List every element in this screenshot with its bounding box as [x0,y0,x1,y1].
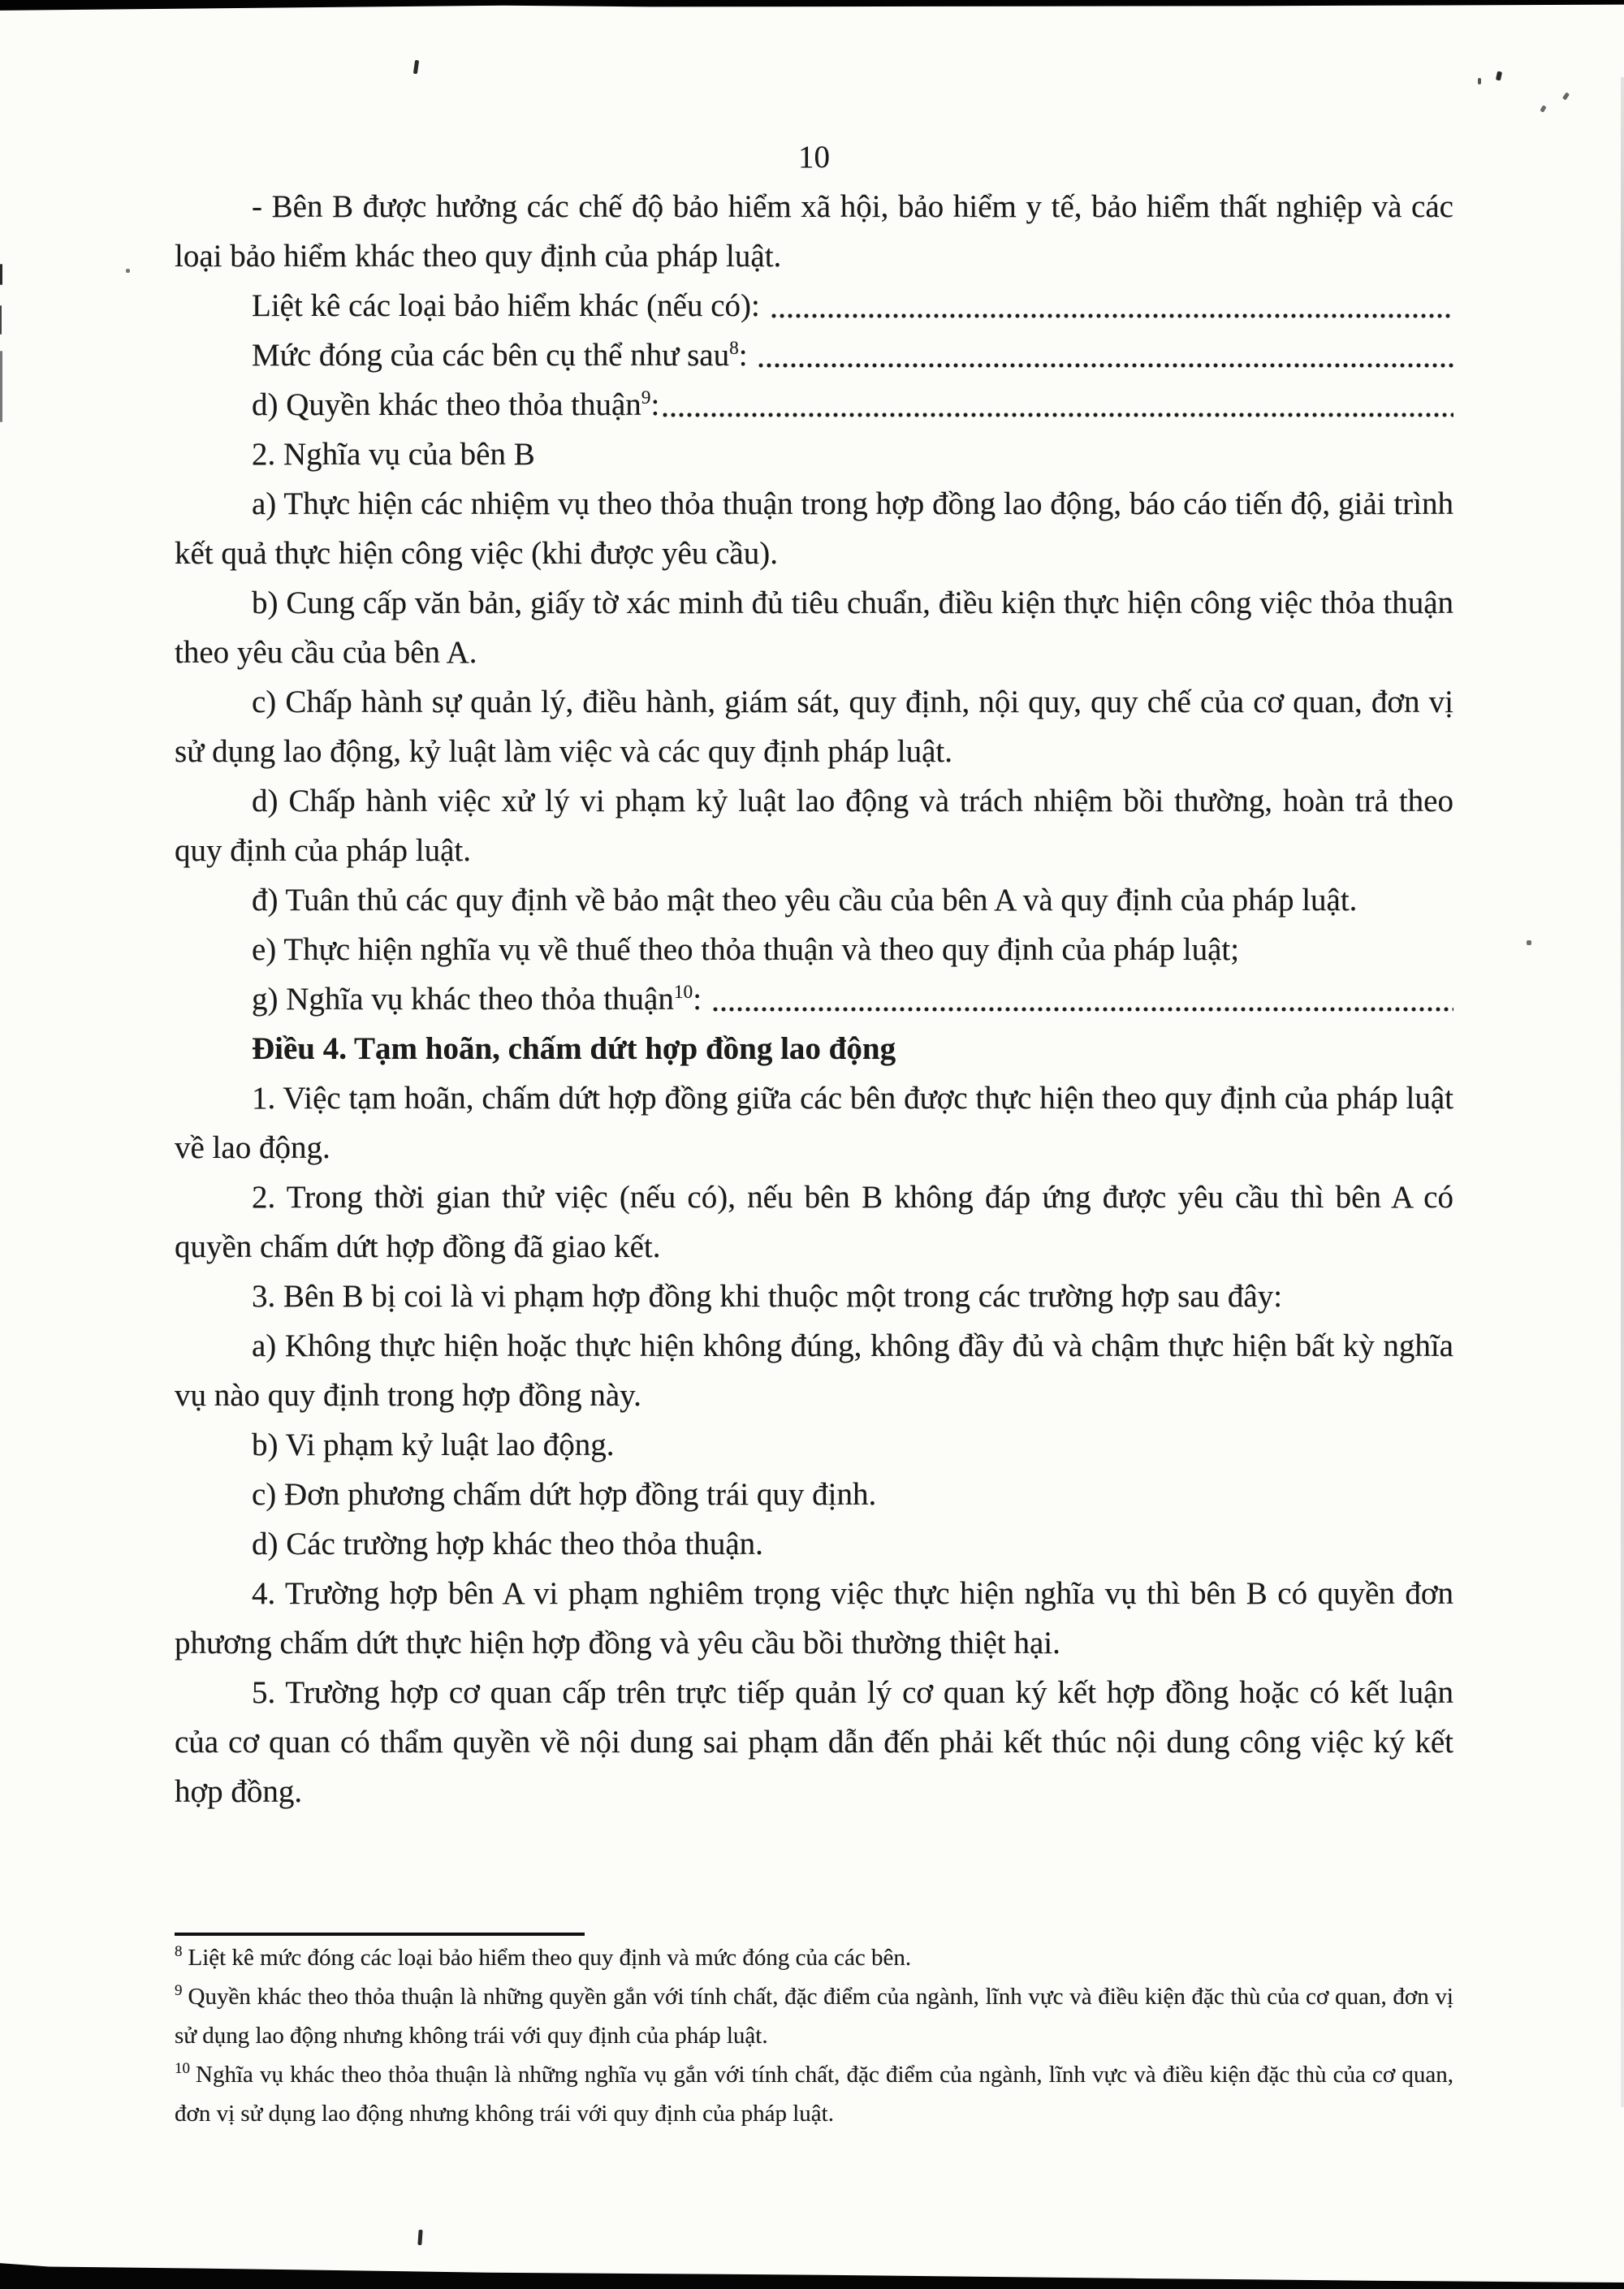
footnote-ref: 9 [641,387,651,408]
paragraph [175,776,1453,875]
dotted-leader [711,1004,1453,1015]
paragraph [175,430,1453,479]
paragraph [175,1519,1453,1569]
paragraph [175,182,1453,281]
paragraph-text: Mức đóng của các bên cụ thể như sau$^8$: [252,338,756,373]
paragraph-text: 3. Bên B bị coi là vi phạm hợp đồng khi thuộc một trong các trường hợp sau đây: [252,1279,1283,1314]
footnote-ref: 8 [729,338,739,359]
paragraph [175,330,1453,380]
paragraph [175,974,1453,1024]
footnote-section [175,1938,1453,2133]
scan-speck [1478,78,1481,84]
paragraph [175,578,1453,677]
paragraph-text: e) Thực hiện nghĩa vụ về thuế theo thỏa thuận và theo quy định của pháp luật; [252,932,1240,967]
paragraph-text: c) Chấp hành sự quản lý, điều hành, giám sát, quy định, nội quy, quy chế của cơ quan, đơn vị sử dụng lao động, kỷ luật làm việc và các quy định pháp luật. [175,685,1453,769]
paragraph [175,677,1453,776]
footnote-number: 10 [175,2060,190,2078]
paragraph-text: c) Đơn phương chấm dứt hợp đồng trái quy định. [252,1477,877,1512]
paragraph [175,1321,1453,1420]
article-heading [175,1024,1453,1073]
scan-speck [126,269,130,273]
footnote-number: 9 [175,1982,183,2000]
paragraph [175,1272,1453,1321]
footnote-number: 8 [175,1943,183,1961]
paragraph [175,875,1453,925]
paragraph [175,1668,1453,1816]
paragraph [175,1420,1453,1470]
paragraph [175,925,1453,974]
dotted-leader [770,310,1453,322]
footnote: $^9$ Quyền khác theo thỏa thuận là những quyền gắn với tính chất, đặc điểm của ngành, lĩnh vực và điều kiện đặc thù của cơ quan, đơn vị sử dụng lao động nhưng không trái với quy định của pháp luật. [175,1982,1453,2049]
paragraph-text: d) Chấp hành việc xử lý vi phạm kỷ luật lao động và trách nhiệm bồi thường, hoàn trả theo quy định của pháp luật. [175,784,1453,868]
paragraph-text: Liệt kê các loại bảo hiểm khác (nếu có): [252,288,768,323]
paragraph-text: g) Nghĩa vụ khác theo thỏa thuận$^{10}$: [252,982,710,1017]
paragraph-text: - Bên B được hưởng các chế độ bảo hiểm xã hội, bảo hiểm y tế, bảo hiểm thất nghiệp và các loại bảo hiểm khác theo quy định của pháp luật. [175,189,1453,274]
paragraph [175,479,1453,578]
paragraph-text: 2. Nghĩa vụ của bên B [252,437,535,472]
paragraph-text: 2. Trong thời gian thử việc (nếu có), nếu bên B không đáp ứng được yêu cầu thì bên A có quyền chấm dứt hợp đồng đã giao kết. [175,1180,1453,1264]
scan-speck [417,2230,422,2245]
scan-speck [1527,940,1531,945]
paragraph-text: d) Quyền khác theo thỏa thuận$^9$: [252,387,660,422]
scan-edge-right [1621,77,1624,2107]
paragraph [175,1470,1453,1519]
paragraph [175,380,1453,430]
footnote: $^{10}$ Nghĩa vụ khác theo thỏa thuận là những nghĩa vụ gắn với tính chất, đặc điểm của ngành, lĩnh vực và điều kiện đặc thù của cơ quan, đơn vị sử dụng lao động nhưng không trái với quy định của pháp luật. [175,2060,1453,2127]
paragraph [175,1173,1453,1272]
paragraph-text: đ) Tuân thủ các quy định về bảo mật theo yêu cầu của bên A và quy định của pháp luật. [252,883,1358,918]
paragraph-text: a) Không thực hiện hoặc thực hiện không đúng, không đầy đủ và chậm thực hiện bất kỳ nghĩa vụ nào quy định trong hợp đồng này. [175,1328,1453,1413]
scan-speck [0,351,2,422]
footnote: $^8$ Liệt kê mức đóng các loại bảo hiểm theo quy định và mức đóng của các bên. [175,1943,912,1971]
scan-speck [0,264,2,285]
scan-edge-bottom [0,2171,1624,2289]
scan-speck [0,305,2,335]
dotted-leader [661,409,1453,421]
body-text [175,182,1453,1816]
footnote-ref: 10 [673,982,693,1003]
dotted-leader [757,360,1453,371]
paragraph-text: d) Các trường hợp khác theo thỏa thuận. [252,1527,763,1561]
paragraph-text: 1. Việc tạm hoãn, chấm dứt hợp đồng giữa các bên được thực hiện theo quy định của pháp luật về lao động. [175,1081,1453,1165]
paragraph-text: 4. Trường hợp bên A vi phạm nghiêm trọng việc thực hiện nghĩa vụ thì bên B có quyền đơn phương chấm dứt thực hiện hợp đồng và yêu cầu bồi thường thiệt hại. [175,1576,1453,1661]
paragraph-text: 5. Trường hợp cơ quan cấp trên trực tiếp quản lý cơ quan ký kết hợp đồng hoặc có kết luận của cơ quan có thẩm quyền về nội dung sai phạm dẫn đến phải kết thúc nội dung công việc ký kết hợp đồng. [175,1675,1453,1809]
paragraph-text: b) Cung cấp văn bản, giấy tờ xác minh đủ tiêu chuẩn, điều kiện thực hiện công việc thỏa thuận theo yêu cầu của bên A. [175,585,1453,670]
paragraph [175,1073,1453,1173]
paragraph-text: b) Vi phạm kỷ luật lao động. [252,1427,615,1462]
paragraph-text: a) Thực hiện các nhiệm vụ theo thỏa thuận trong hợp đồng lao động, báo cáo tiến độ, giải trình kết quả thực hiện công việc (khi được yêu cầu). [175,486,1453,571]
paragraph-text: Điều 4. Tạm hoãn, chấm dứt hợp đồng lao động [252,1031,896,1066]
paragraph [175,281,1453,330]
footnote-divider [175,1933,585,1936]
paragraph [175,1569,1453,1668]
page-number: 10 [798,140,830,175]
